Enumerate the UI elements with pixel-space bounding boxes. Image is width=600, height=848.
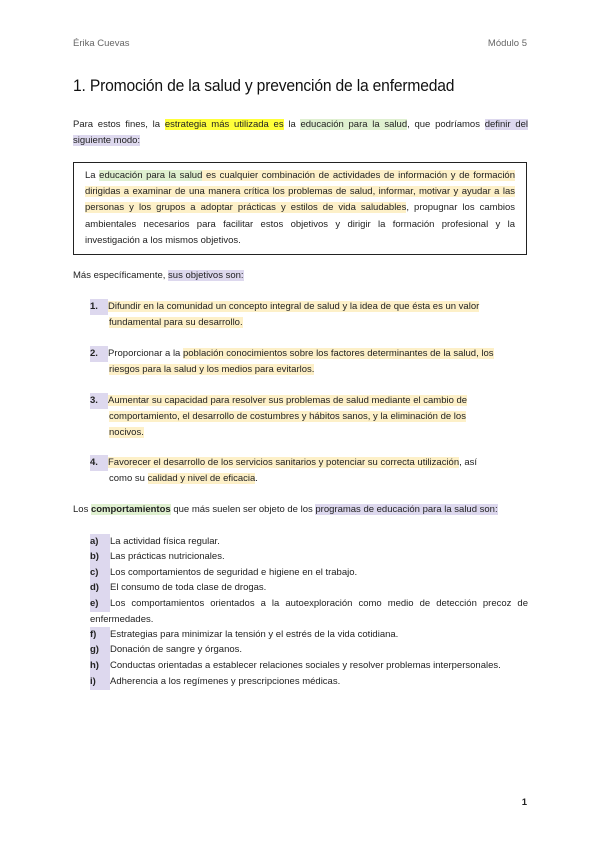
list-item (90, 580, 528, 596)
objective-highlight: población conocimientos sobre los factores determinantes de la salud (182, 348, 477, 359)
list-text: Las prácticas nutricionales. (110, 551, 225, 562)
page-number: 1 (521, 797, 527, 808)
definition-box (73, 162, 527, 255)
list-item (90, 674, 528, 690)
list-text: Estrategias para minimizar la tensión y el estrés de la vida cotidiana. (110, 629, 399, 640)
intro-highlight-strategy: estrategia más utilizada es (164, 119, 284, 130)
objectives-intro-text: Más específicamente, (73, 270, 169, 281)
intro-text-1: Para estos fines, la (73, 119, 165, 130)
list-key: d) (90, 580, 110, 596)
list-item (90, 534, 528, 550)
box-highlight-term: educación para la salud (99, 170, 203, 181)
objective-line-1: Aumentar su capacidad para resolver sus problemas de salud mediante el cambio de (108, 395, 468, 406)
objective-item (90, 455, 528, 487)
list-key: c) (90, 565, 110, 581)
list-item (90, 627, 528, 643)
list-text: Los comportamientos orientados a la autoexploración como medio de detección precoz de enfermedades. (90, 598, 528, 625)
list-item (90, 642, 528, 658)
list-key: a) (90, 534, 110, 550)
objectives-intro (73, 268, 528, 284)
box-text-3: , propugnar los cambios ambientales necesarios para facilitar estos objetivos y dirigir la formación profesional y la investigación a los mismos objetivos. (85, 202, 516, 246)
list-key: e) (90, 596, 110, 612)
list-item (90, 549, 528, 565)
behaviors-intro (73, 502, 528, 518)
objective-number: 4. (90, 455, 108, 471)
intro-paragraph (73, 117, 528, 149)
objective-item (90, 346, 528, 378)
list-text: Los comportamientos de seguridad e higiene en el trabajo. (110, 567, 358, 578)
list-item (90, 565, 528, 581)
list-item (90, 596, 528, 627)
objective-number: 2. (90, 346, 108, 362)
list-key: f) (90, 627, 110, 643)
objective-line-1: Difundir en la comunidad un concepto integral de salud y la idea de que ésta es un valor (108, 301, 480, 312)
intro-text-3: , que podríamos (407, 119, 485, 130)
objective-item (90, 393, 528, 441)
list-key: i) (90, 674, 110, 690)
list-item (90, 658, 528, 674)
intro-highlight-education: educación para la salud (300, 119, 408, 130)
list-key: h) (90, 658, 110, 674)
intro-highlight-define: definir del siguiente modo: (73, 119, 528, 146)
behaviors-intro-text-2: que más suelen ser objeto de los (170, 504, 316, 515)
objective-text-2: . (255, 473, 258, 484)
box-text-2: es cualquier combinación de actividades de información y de formación dirigidas a examinar de una manera crítica los problemas de salud, informar, motivar y ayudar a las personas y los grupos a adoptar prácticas y estilos de vida saludables (85, 170, 515, 214)
list-key: b) (90, 549, 110, 565)
list-text: Conductas orientadas a establecer relaciones sociales y resolver problemas interpersonales. (110, 660, 501, 671)
objective-line-2: comportamiento, el desarrollo de costumbres y hábitos sanos, y la eliminación de los (109, 411, 466, 422)
objective-highlight-2: calidad y nivel de eficacia (147, 473, 256, 484)
header-author: Érika Cuevas (73, 38, 130, 49)
objective-text: , así (459, 457, 478, 468)
list-text: Donación de sangre y órganos. (110, 644, 243, 655)
intro-text-2: la (283, 119, 301, 130)
list-text: El consumo de toda clase de drogas. (110, 582, 267, 593)
behaviors-intro-highlight-1: comportamientos (90, 504, 171, 515)
objective-line-2: riesgos para la salud y los medios para evitarlos. (109, 364, 315, 375)
behaviors-intro-text-1: Los (73, 504, 91, 515)
objective-line-2: fundamental para su desarrollo. (109, 317, 243, 328)
objective-highlight: Favorecer el desarrollo de los servicios sanitarios y potenciar su correcta utilización (108, 457, 460, 468)
objective-text: Proporcionar a la (108, 348, 183, 359)
objective-item (90, 299, 528, 331)
list-text: Adherencia a los regímenes y prescripciones médicas. (110, 676, 341, 687)
page-title: 1. Promoción de la salud y prevención de la enfermedad (73, 76, 455, 95)
box-text-1: La (85, 170, 100, 181)
objective-line-3: nocivos. (109, 427, 144, 438)
header-module: Módulo 5 (487, 38, 527, 49)
list-key: g) (90, 642, 110, 658)
objective-text-2: , los (476, 348, 494, 359)
list-text: La actividad física regular. (110, 536, 220, 547)
behaviors-intro-highlight-2: programas de educación para la salud son: (315, 504, 498, 515)
objective-number: 3. (90, 393, 108, 409)
objectives-intro-highlight: sus objetivos son: (168, 270, 244, 281)
objective-number: 1. (90, 299, 108, 315)
objective-line-2: como su (109, 473, 148, 484)
